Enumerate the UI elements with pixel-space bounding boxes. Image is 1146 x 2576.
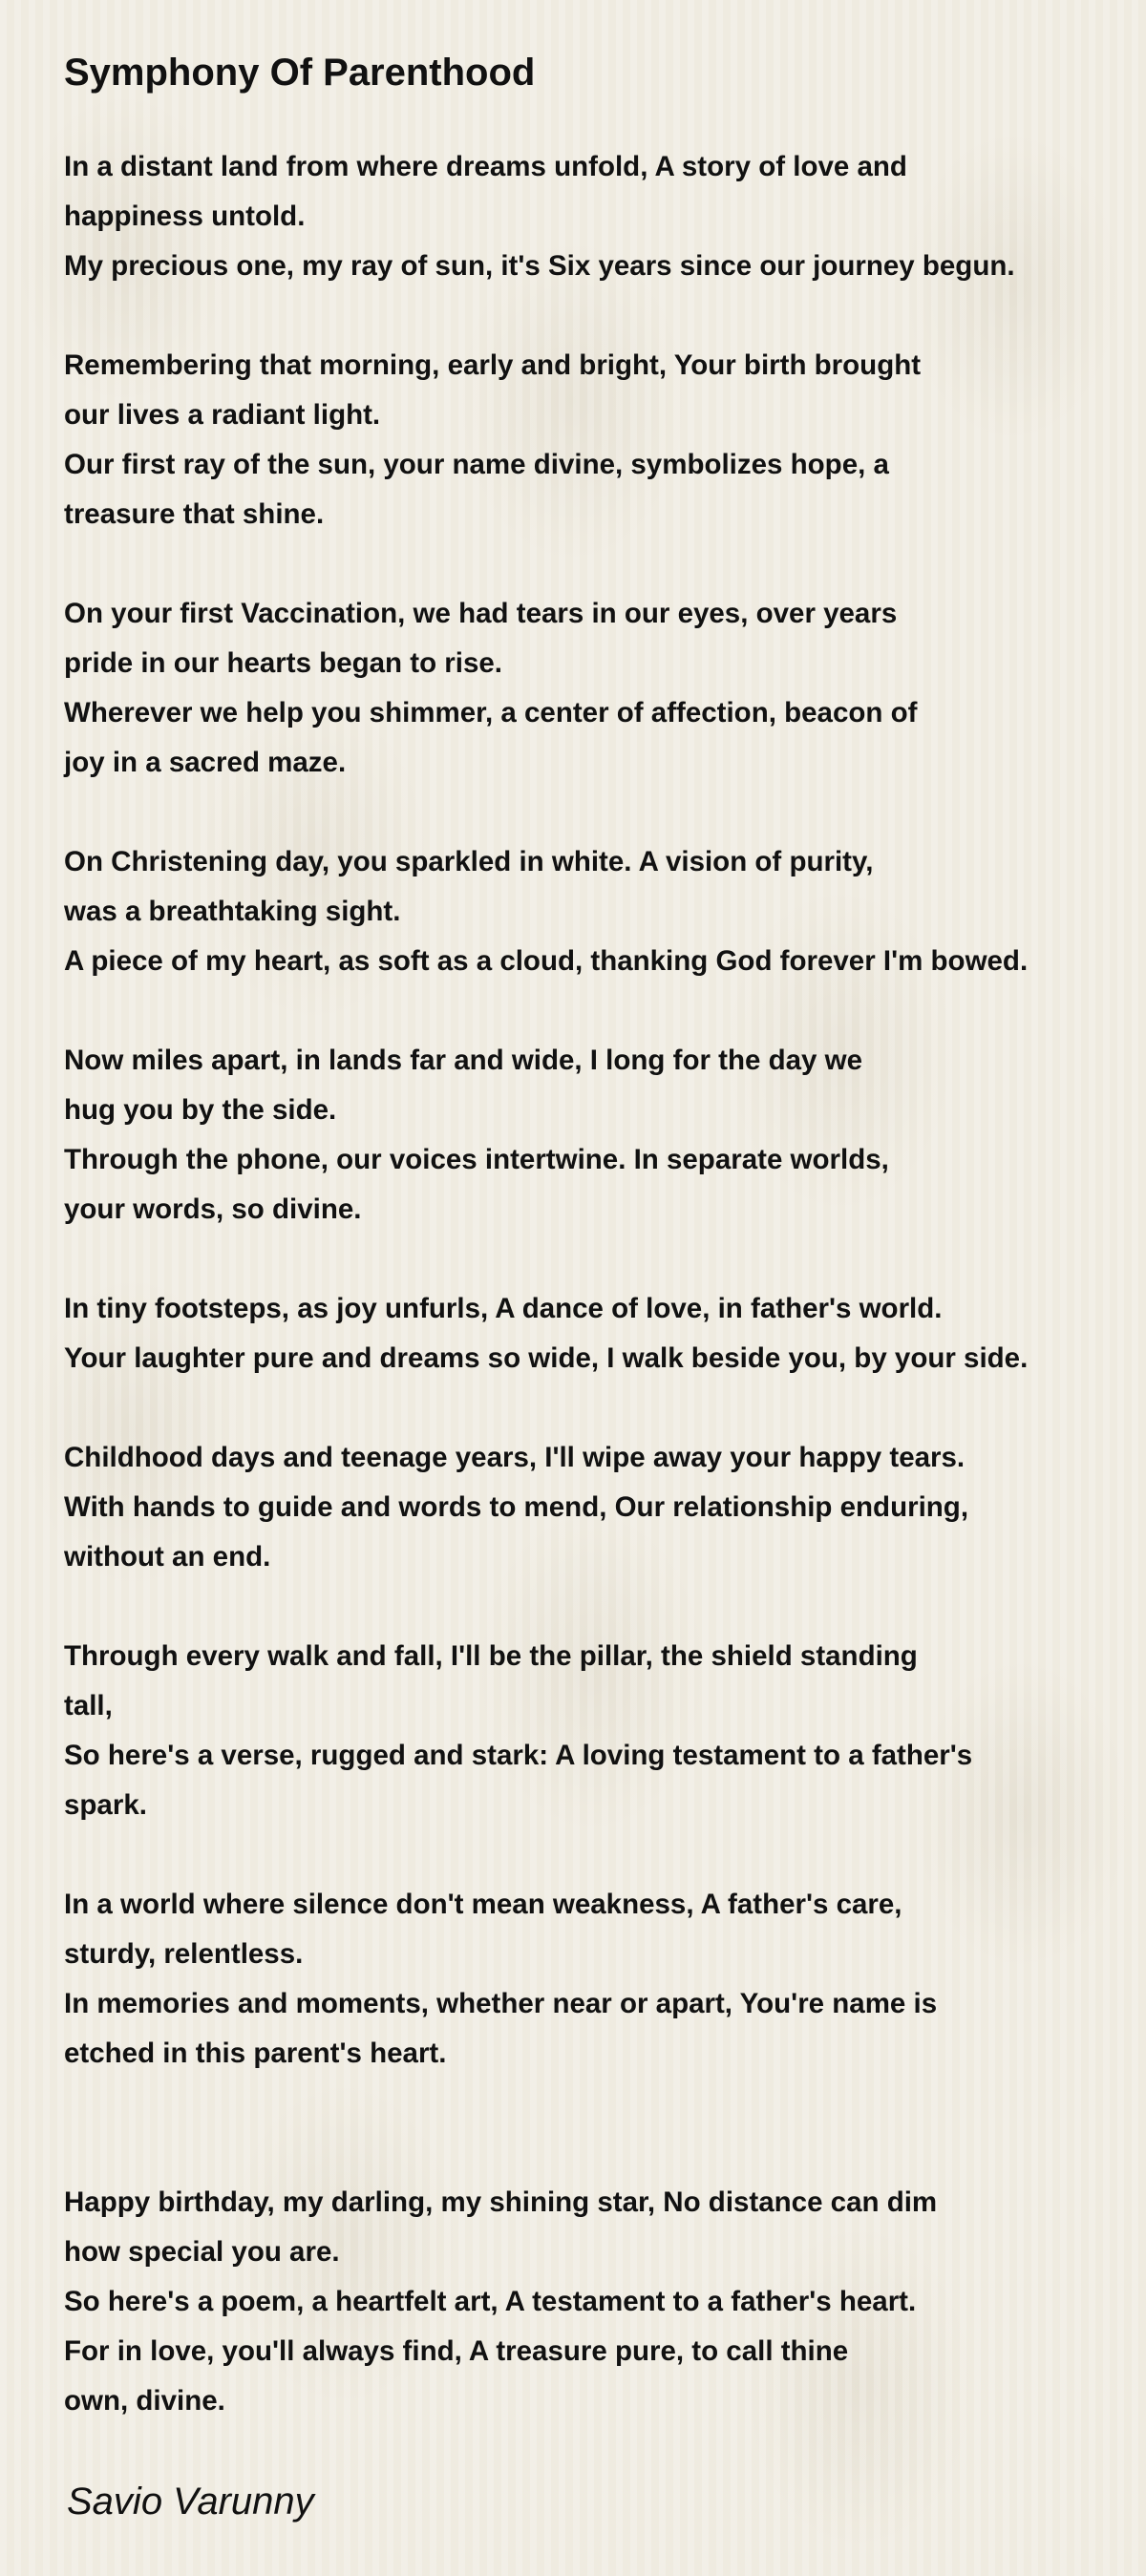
poem-line: In a world where silence don't mean weakness, A father's care,	[64, 1889, 902, 1920]
stanza-10	[64, 2178, 1138, 2426]
poem-line: your words, so divine.	[64, 1193, 362, 1225]
poem-line: For in love, you'll always find, A treasure pure, to call thine	[64, 2335, 849, 2367]
poem-line: happiness untold.	[64, 201, 306, 232]
stanza-gap	[64, 986, 1138, 1036]
stanza-2	[64, 341, 1138, 539]
stanza-8	[64, 1632, 1138, 1830]
stanza-gap	[64, 1235, 1138, 1284]
stanza-gap	[64, 539, 1138, 589]
stanza-gap	[64, 291, 1138, 341]
poem-line: Our first ray of the sun, your name divine, symbolizes hope, a	[64, 449, 889, 480]
stanza-5	[64, 1036, 1138, 1235]
stanza-gap	[64, 1582, 1138, 1632]
poem-line: With hands to guide and words to mend, Our relationship enduring,	[64, 1491, 969, 1523]
poem-line: without an end.	[64, 1541, 271, 1573]
poem-line: Remembering that morning, early and bright, Your birth brought	[64, 349, 922, 381]
poem-line: Childhood days and teenage years, I'll wipe away your happy tears.	[64, 1442, 966, 1473]
poem-line: Now miles apart, in lands far and wide, I long for the day we	[64, 1045, 862, 1076]
poem-line: In tiny footsteps, as joy unfurls, A dance of love, in father's world.	[64, 1293, 943, 1324]
stanza-gap	[64, 788, 1138, 837]
poem-line: pride in our hearts began to rise.	[64, 647, 502, 679]
poem-line: spark.	[64, 1789, 147, 1821]
stanza-gap	[64, 1383, 1138, 1433]
poem-line: sturdy, relentless.	[64, 1938, 304, 1970]
stanza-9	[64, 1880, 1138, 2079]
poem-line: Happy birthday, my darling, my shining star, No distance can dim	[64, 2186, 938, 2218]
poem-line: A piece of my heart, as soft as a cloud, thanking God forever I'm bowed.	[64, 945, 1029, 977]
poem-line: Wherever we help you shimmer, a center of affection, beacon of	[64, 697, 918, 728]
poem-line: tall,	[64, 1690, 113, 1721]
poem-line: Through the phone, our voices intertwine. In separate worlds,	[64, 1144, 889, 1175]
poem-line: So here's a verse, rugged and stark: A loving testament to a father's	[64, 1740, 973, 1771]
poem-line: So here's a poem, a heartfelt art, A testament to a father's heart.	[64, 2286, 917, 2317]
stanza-3	[64, 589, 1138, 788]
poem-line: On Christening day, you sparkled in white. A vision of purity,	[64, 846, 874, 877]
poem-line: treasure that shine.	[64, 498, 325, 530]
poem-line: Your laughter pure and dreams so wide, I walk beside you, by your side.	[64, 1342, 1029, 1374]
poem-line: our lives a radiant light.	[64, 399, 381, 431]
stanza-6	[64, 1284, 1138, 1383]
poem-line: In a distant land from where dreams unfold, A story of love and	[64, 151, 907, 182]
author-signature: Savio Varunny	[67, 2481, 314, 2523]
stanza-4	[64, 837, 1138, 986]
poem-line: My precious one, my ray of sun, it's Six years since our journey begun.	[64, 250, 1015, 282]
poem-line: In memories and moments, whether near or apart, You're name is	[64, 1988, 938, 2019]
stanza-gap	[64, 2079, 1138, 2178]
stanza-7	[64, 1433, 1138, 1582]
poem-line: joy in a sacred maze.	[64, 747, 347, 778]
poem-line: how special you are.	[64, 2236, 340, 2268]
poem-line: own, divine.	[64, 2385, 225, 2417]
stanza-gap	[64, 1830, 1138, 1880]
poem-line: On your first Vaccination, we had tears in our eyes, over years	[64, 598, 898, 629]
poem-line: was a breathtaking sight.	[64, 896, 401, 927]
poem-line: Through every walk and fall, I'll be the pillar, the shield standing	[64, 1640, 918, 1672]
poem-title: Symphony Of Parenthood	[64, 52, 536, 94]
poem-line: etched in this parent's heart.	[64, 2038, 447, 2069]
poem-body	[64, 142, 1138, 2426]
stanza-1	[64, 142, 1138, 291]
poem-line: hug you by the side.	[64, 1094, 337, 1126]
